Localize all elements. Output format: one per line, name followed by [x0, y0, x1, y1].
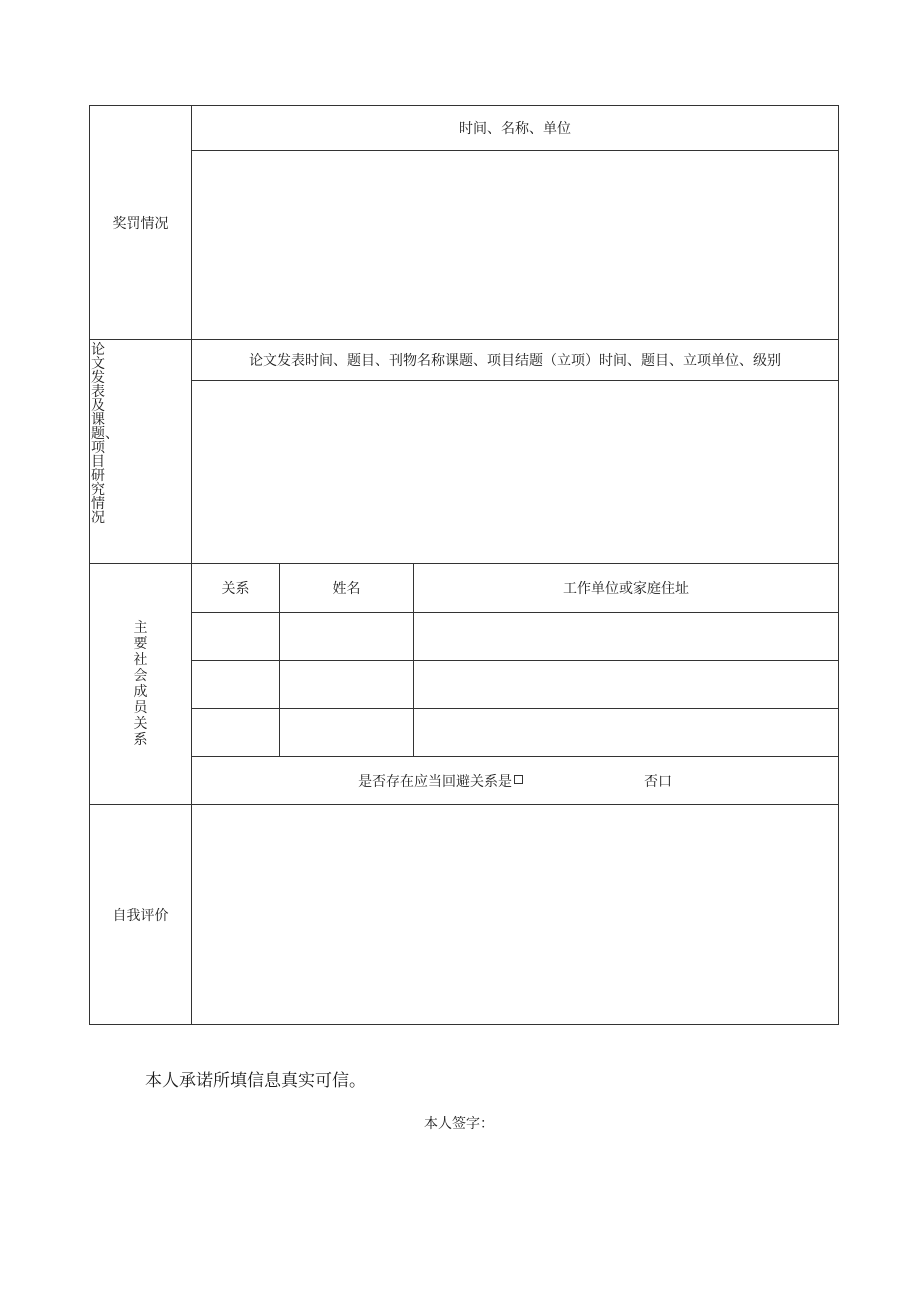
papers-header: 论文发表时间、题目、刊物名称课题、项目结题（立项）时间、题目、立项单位、级别	[249, 353, 782, 369]
social-col-relation: 关系	[192, 564, 280, 613]
papers-header-cell	[192, 340, 839, 381]
self-eval-content-field[interactable]	[192, 805, 839, 1025]
awards-header: 时间、名称、单位	[459, 121, 572, 137]
table-row	[90, 709, 839, 757]
avoidance-no-option[interactable]: 否口	[643, 773, 672, 790]
avoidance-question-cell	[192, 757, 839, 805]
social-header-row	[90, 564, 839, 613]
avoidance-question: 是否存在应当回避关系是	[358, 773, 513, 790]
awards-label: 奖罚情况	[112, 215, 169, 232]
name-field[interactable]	[280, 613, 414, 661]
social-label-cell	[90, 564, 192, 805]
social-col-address: 工作单位或家庭住址	[414, 564, 839, 613]
commitment-statement: 本人承诺所填信息真实可信。	[145, 1071, 366, 1091]
name-field[interactable]	[280, 661, 414, 709]
papers-content-field[interactable]	[192, 381, 839, 564]
self-eval-label-cell	[90, 805, 192, 1025]
papers-label: 论文发表及课题、项目研究情况	[91, 342, 119, 526]
relation-field[interactable]	[192, 661, 280, 709]
table-row	[90, 613, 839, 661]
avoidance-row	[90, 757, 839, 805]
awards-content-row	[90, 151, 839, 340]
social-label: 主要社会成员关系	[133, 620, 148, 748]
papers-label-cell	[90, 340, 192, 564]
self-eval-row	[90, 805, 839, 1025]
awards-header-row	[90, 106, 839, 151]
papers-header-row	[90, 340, 839, 381]
awards-label-cell	[90, 106, 192, 340]
address-field[interactable]	[414, 613, 839, 661]
papers-content-row	[90, 381, 839, 564]
table-row	[90, 661, 839, 709]
avoidance-yes-checkbox[interactable]	[514, 775, 523, 784]
awards-content-field[interactable]	[192, 151, 839, 340]
social-col-name: 姓名	[280, 564, 414, 613]
name-field[interactable]	[280, 709, 414, 757]
awards-header-cell	[192, 106, 839, 151]
address-field[interactable]	[414, 661, 839, 709]
application-form-table	[89, 105, 839, 1025]
relation-field[interactable]	[192, 613, 280, 661]
relation-field[interactable]	[192, 709, 280, 757]
signature-label: 本人签字：	[424, 1116, 494, 1132]
self-eval-label: 自我评价	[112, 907, 169, 924]
address-field[interactable]	[414, 709, 839, 757]
